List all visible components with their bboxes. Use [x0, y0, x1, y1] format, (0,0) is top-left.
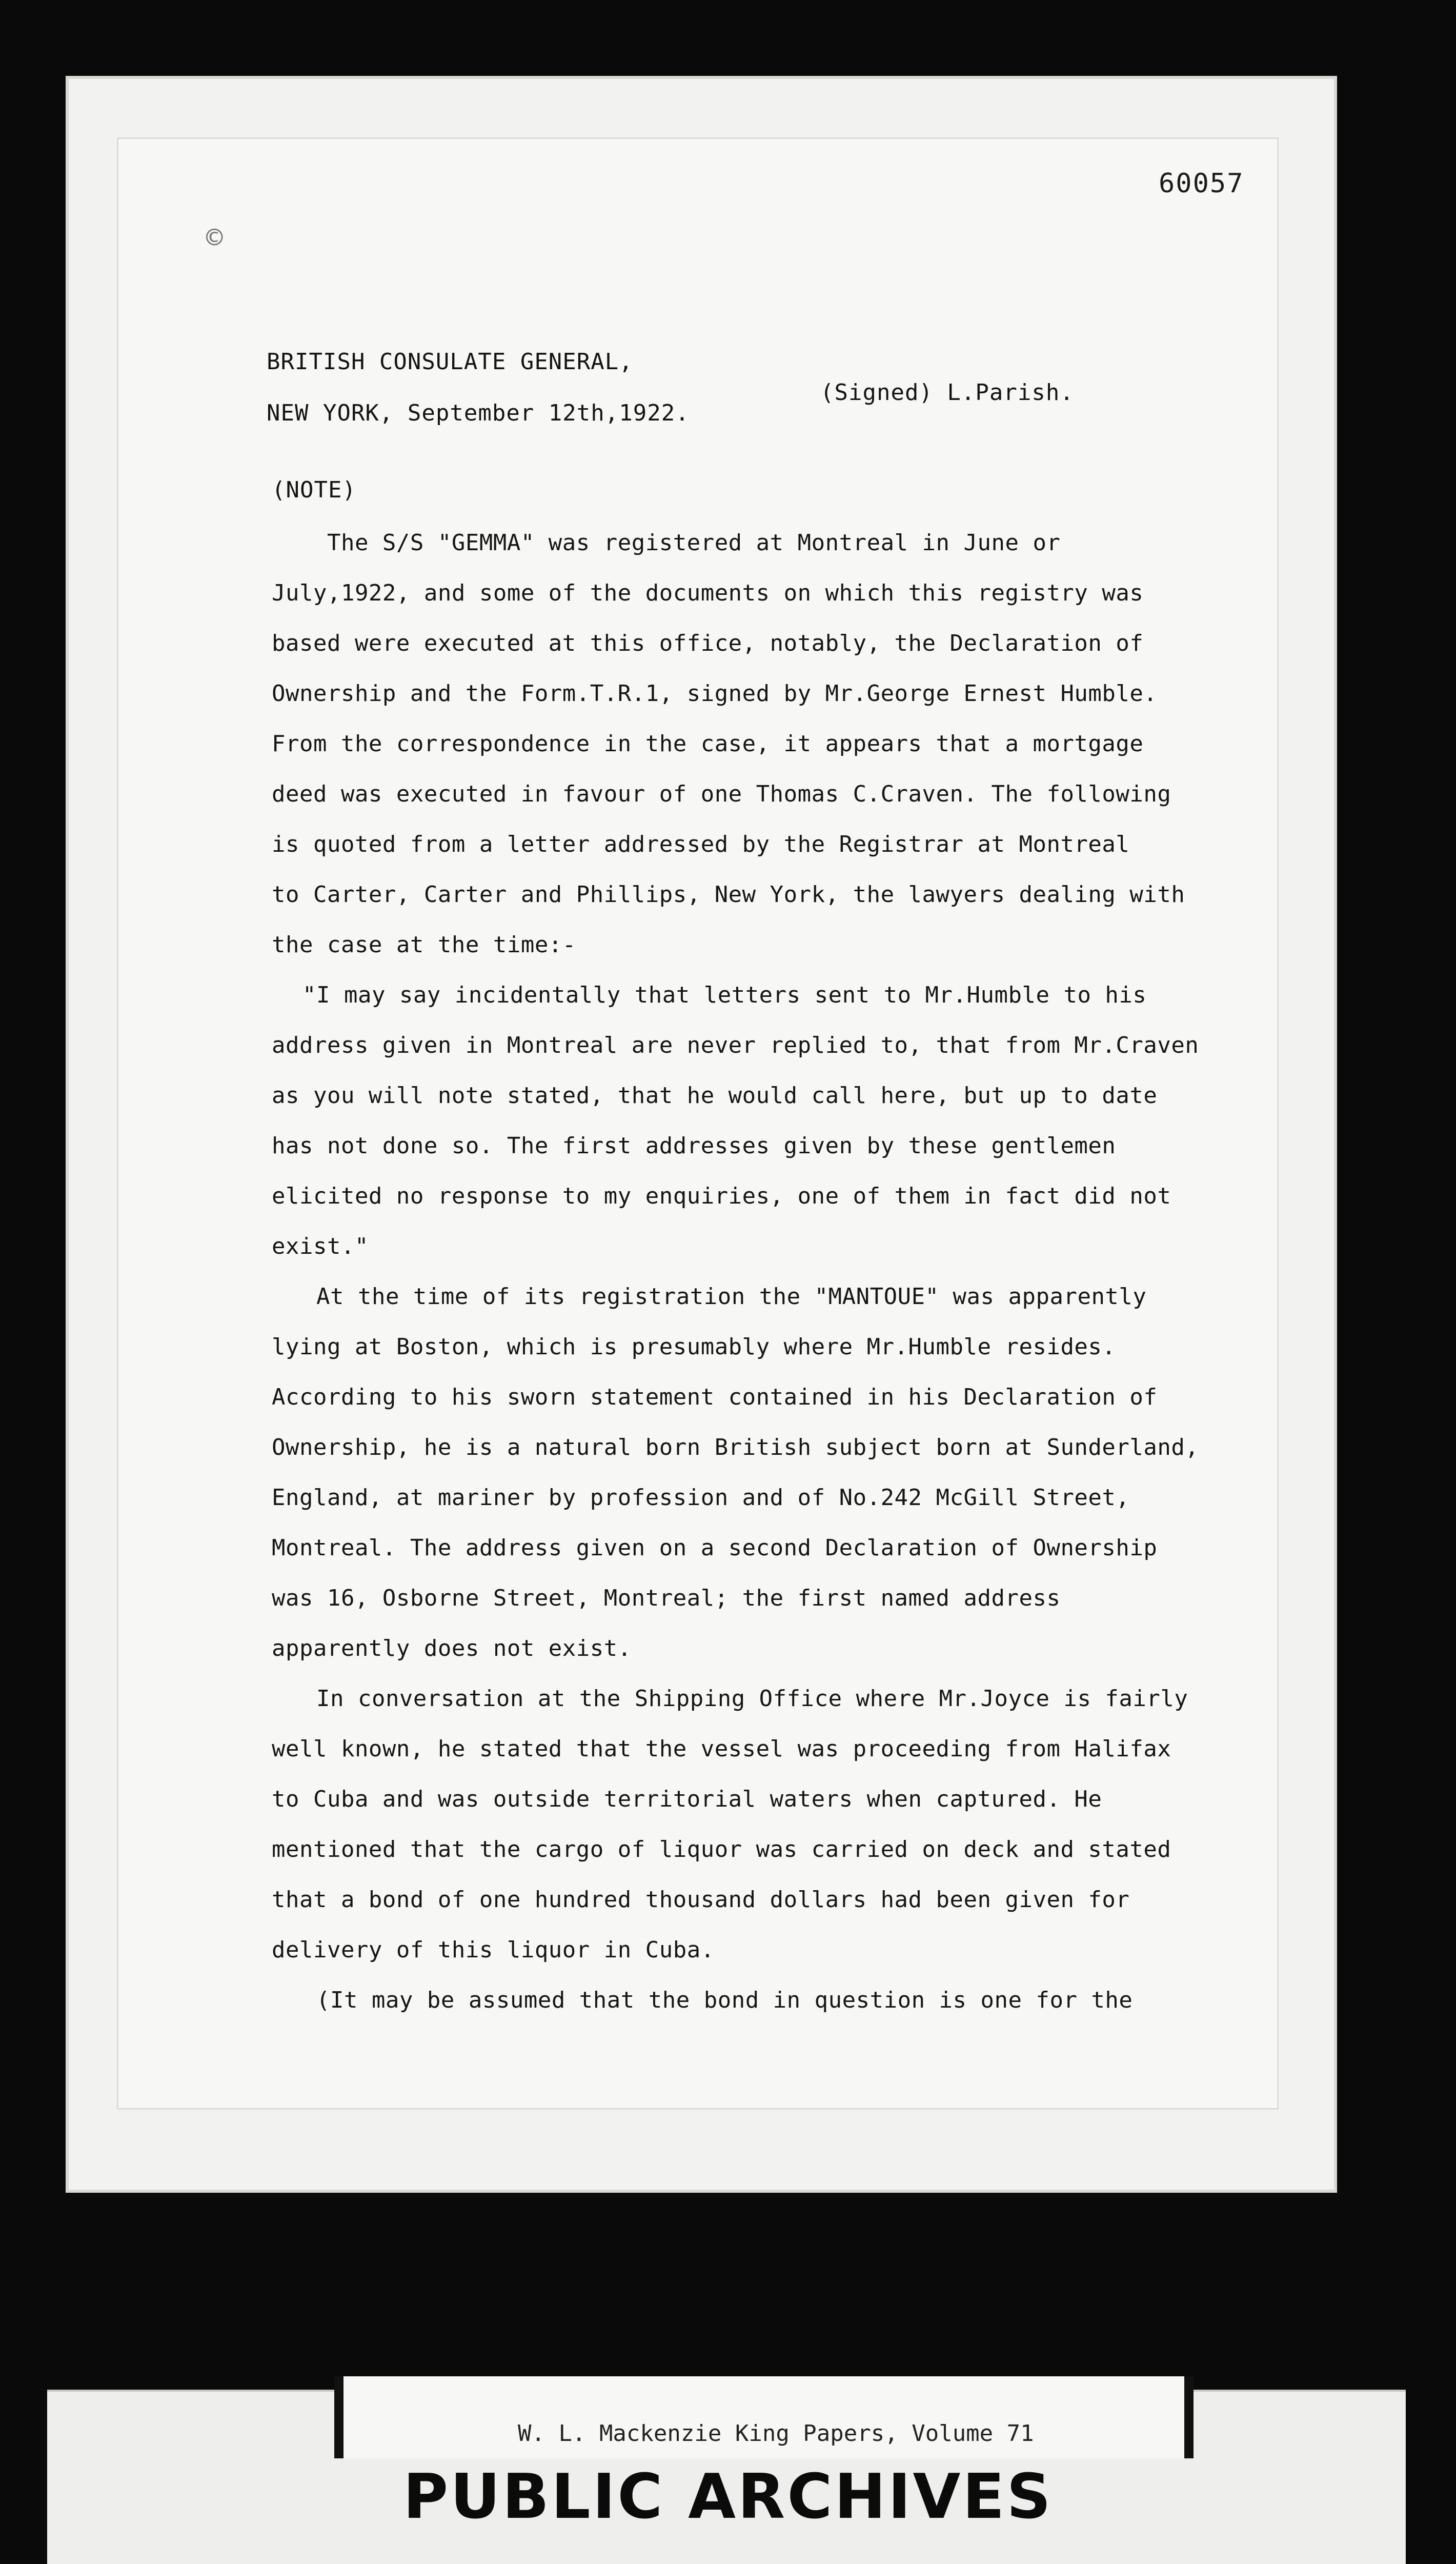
body-line: is quoted from a letter addressed by the Registrar at Montreal [272, 831, 1130, 857]
body-line: well known, he stated that the vessel was proceeding from Halifax [272, 1736, 1171, 1762]
body-line: elicited no response to my enquiries, one of them in fact did not [272, 1183, 1171, 1209]
paper-mark: © [206, 222, 223, 254]
body-line: In conversation at the Shipping Office where Mr.Joyce is fairly [302, 1686, 1188, 1712]
body-line: deed was executed in favour of one Thomas C.Craven. The following [272, 781, 1171, 807]
reference-number: 60057 [1159, 168, 1244, 199]
body-line: mentioned that the cargo of liquor was carried on deck and stated [272, 1836, 1171, 1862]
body-line: England, at mariner by profession and of No.242 McGill Street, [272, 1485, 1130, 1511]
body-line: was 16, Osborne Street, Montreal; the first named address [272, 1585, 1061, 1611]
body-line: has not done so. The first addresses given by these gentlemen [272, 1133, 1116, 1159]
body-line: Ownership and the Form.T.R.1, signed by Mr.George Ernest Humble. [272, 680, 1158, 707]
body-line: exist." [272, 1233, 369, 1259]
date-line: NEW YORK, September 12th,1922. [267, 400, 690, 426]
collection-reference: W. L. Mackenzie King Papers, Volume 71 [518, 2420, 1034, 2447]
body-line: Montreal. The address given on a second Declaration of Ownership [272, 1535, 1158, 1561]
archive-title-english: PUBLIC ARCHIVES [403, 2461, 1053, 2533]
body-line: (It may be assumed that the bond in question is one for the [302, 1987, 1133, 2013]
body-line: According to his sworn statement contained in his Declaration of [272, 1384, 1158, 1410]
note-label: (NOTE) [272, 477, 356, 503]
body-line: July,1922, and some of the documents on which this registry was [272, 580, 1144, 606]
body-line: Ownership, he is a natural born British subject born at Sunderland, [272, 1434, 1199, 1460]
office-line: BRITISH CONSULATE GENERAL, [267, 349, 633, 375]
body-line: based were executed at this office, notably, the Declaration of [272, 630, 1144, 656]
body-line: that a bond of one hundred thousand dollars had been given for [272, 1887, 1130, 1913]
body-line: lying at Boston, which is presumably where Mr.Humble resides. [272, 1334, 1116, 1360]
body-line: the case at the time:- [272, 932, 576, 958]
body-line: "I may say incidentally that letters sent to Mr.Humble to his [302, 982, 1147, 1008]
body-line: address given in Montreal are never replied to, that from Mr.Craven [272, 1032, 1199, 1058]
body-line: The S/S "GEMMA" was registered at Montreal in June or [272, 530, 1061, 556]
document-body [272, 518, 1302, 2026]
body-line: as you will note stated, that he would call here, but up to date [272, 1083, 1158, 1109]
signature-line: (Signed) L.Parish. [820, 379, 1074, 406]
body-line: to Carter, Carter and Phillips, New York, the lawyers dealing with [272, 882, 1185, 908]
body-line: delivery of this liquor in Cuba. [272, 1937, 715, 1963]
body-line: to Cuba and was outside territorial waters when captured. He [272, 1786, 1102, 1812]
body-line: From the correspondence in the case, it appears that a mortgage [272, 731, 1144, 757]
body-line: At the time of its registration the "MANTOUE" was apparently [302, 1284, 1147, 1310]
body-line: apparently does not exist. [272, 1635, 632, 1661]
